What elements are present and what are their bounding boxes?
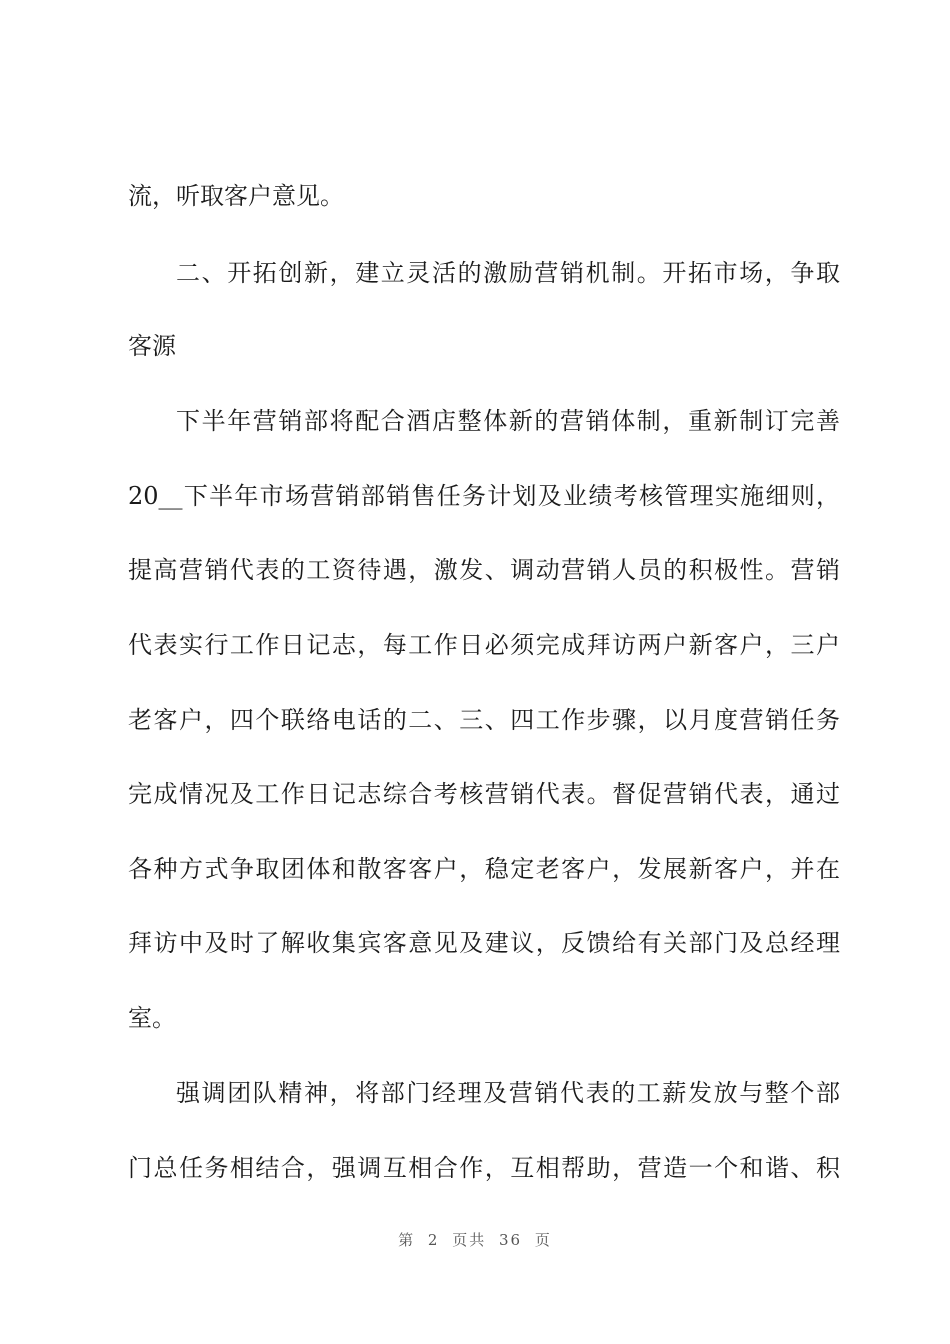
text-line-5: 20__下半年市场营销部销售任务计划及业绩考核管理实施细则，	[128, 482, 840, 510]
text-line-2: 二、开拓创新，建立灵活的激励营销机制。开拓市场，争取	[176, 259, 840, 287]
text-line-10: 各种方式争取团体和散客客户，稳定老客户，发展新客户，并在	[128, 855, 840, 883]
page-footer: 第 2 页共 36 页	[398, 1231, 552, 1249]
text-line-6: 提高营销代表的工资待遇，激发、调动营销人员的积极性。营销	[128, 556, 840, 584]
text-line-8: 老客户，四个联络电话的二、三、四工作步骤，以月度营销任务	[128, 706, 840, 734]
text-line-12: 室。	[128, 1004, 176, 1032]
text-line-9: 完成情况及工作日记志综合考核营销代表。督促营销代表，通过	[128, 780, 840, 808]
text-line-4: 下半年营销部将配合酒店整体新的营销体制，重新制订完善	[176, 407, 840, 435]
text-line-11: 拜访中及时了解收集宾客意见及建议，反馈给有关部门及总经理	[128, 929, 840, 957]
text-line-1: 流，听取客户意见。	[128, 182, 344, 210]
text-line-3: 客源	[128, 332, 176, 360]
text-line-14: 门总任务相结合，强调互相合作，互相帮助，营造一个和谐、积	[128, 1154, 840, 1182]
text-line-7: 代表实行工作日记志，每工作日必须完成拜访两户新客户，三户	[128, 631, 840, 659]
text-line-13: 强调团队精神，将部门经理及营销代表的工薪发放与整个部	[176, 1079, 840, 1107]
